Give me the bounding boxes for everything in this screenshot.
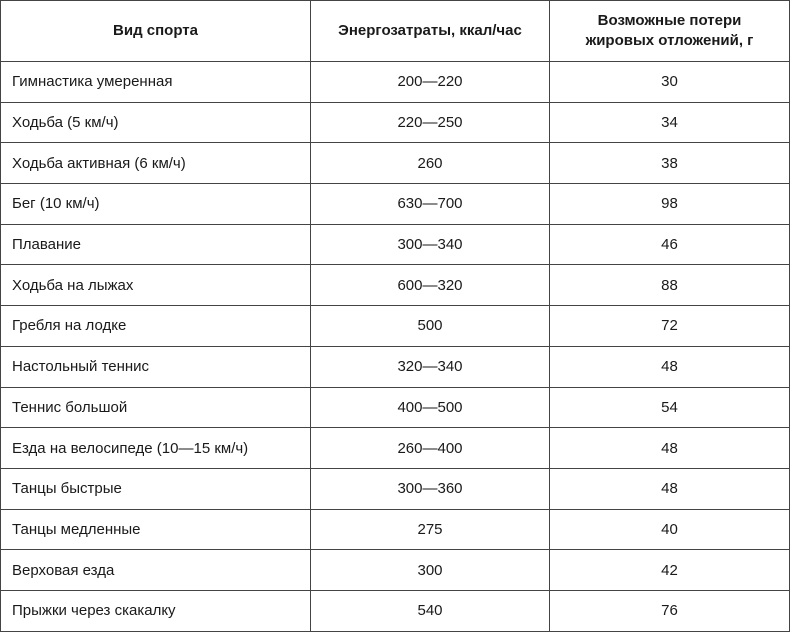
cell-sport: Верховая езда <box>1 550 311 591</box>
cell-fat-loss: 40 <box>550 509 790 550</box>
table-row <box>1 265 790 306</box>
cell-sport: Гребля на лодке <box>1 306 311 347</box>
cell-fat-loss: 48 <box>550 428 790 469</box>
cell-fat-loss: 46 <box>550 224 790 265</box>
header-row <box>1 1 790 62</box>
cell-fat-loss: 98 <box>550 184 790 225</box>
cell-energy: 630—700 <box>311 184 550 225</box>
cell-energy: 260—400 <box>311 428 550 469</box>
cell-energy: 600—320 <box>311 265 550 306</box>
cell-energy: 500 <box>311 306 550 347</box>
header-fat-loss-text: Возможные потери жировых отложений, г <box>585 12 754 49</box>
cell-fat-loss: 72 <box>550 306 790 347</box>
table-row <box>1 62 790 103</box>
header-sport: Вид спорта <box>1 1 311 62</box>
table-row <box>1 184 790 225</box>
cell-energy: 300—340 <box>311 224 550 265</box>
cell-sport: Прыжки через скакалку <box>1 590 311 631</box>
cell-fat-loss: 34 <box>550 102 790 143</box>
cell-energy: 400—500 <box>311 387 550 428</box>
cell-sport: Настольный теннис <box>1 346 311 387</box>
cell-fat-loss: 48 <box>550 346 790 387</box>
table-row <box>1 387 790 428</box>
table-row <box>1 224 790 265</box>
table-row <box>1 346 790 387</box>
cell-sport: Ходьба активная (6 км/ч) <box>1 143 311 184</box>
cell-sport: Ходьба на лыжах <box>1 265 311 306</box>
cell-sport: Гимнастика умеренная <box>1 62 311 103</box>
cell-energy: 300 <box>311 550 550 591</box>
cell-energy: 275 <box>311 509 550 550</box>
table-row <box>1 102 790 143</box>
cell-energy: 260 <box>311 143 550 184</box>
table-row <box>1 468 790 509</box>
cell-sport: Ходьба (5 км/ч) <box>1 102 311 143</box>
cell-fat-loss: 76 <box>550 590 790 631</box>
cell-energy: 200—220 <box>311 62 550 103</box>
cell-fat-loss: 48 <box>550 468 790 509</box>
header-fat-loss <box>550 1 790 62</box>
cell-fat-loss: 30 <box>550 62 790 103</box>
table-body <box>1 62 790 632</box>
cell-fat-loss: 38 <box>550 143 790 184</box>
cell-energy: 220—250 <box>311 102 550 143</box>
cell-sport: Бег (10 км/ч) <box>1 184 311 225</box>
cell-sport: Езда на велосипеде (10—15 км/ч) <box>1 428 311 469</box>
table-row <box>1 143 790 184</box>
cell-sport: Танцы медленные <box>1 509 311 550</box>
table-row <box>1 590 790 631</box>
table-row <box>1 306 790 347</box>
cell-sport: Танцы быстрые <box>1 468 311 509</box>
table-row <box>1 509 790 550</box>
cell-sport: Плавание <box>1 224 311 265</box>
table-row <box>1 428 790 469</box>
cell-fat-loss: 42 <box>550 550 790 591</box>
table-row <box>1 550 790 591</box>
cell-sport: Теннис большой <box>1 387 311 428</box>
cell-fat-loss: 88 <box>550 265 790 306</box>
header-energy: Энергозатраты, ккал/час <box>311 1 550 62</box>
cell-fat-loss: 54 <box>550 387 790 428</box>
cell-energy: 540 <box>311 590 550 631</box>
cell-energy: 320—340 <box>311 346 550 387</box>
cell-energy: 300—360 <box>311 468 550 509</box>
